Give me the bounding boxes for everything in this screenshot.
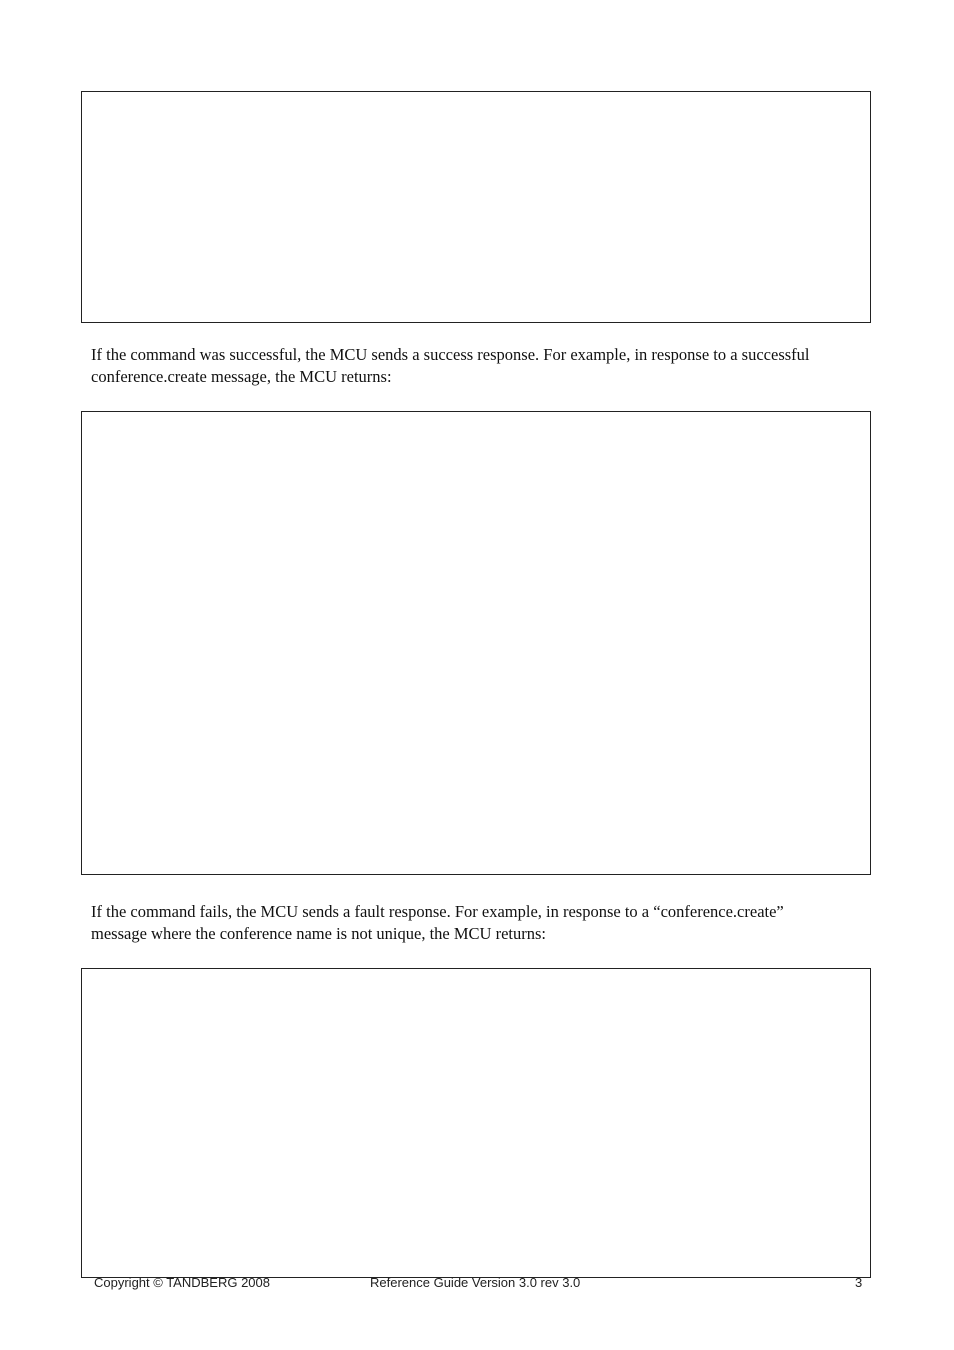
request-example-box bbox=[81, 91, 871, 323]
footer-page-number: 3 bbox=[855, 1275, 863, 1290]
success-response-example-box bbox=[81, 411, 871, 875]
paragraph-line: conference.create message, the MCU returns: bbox=[91, 367, 392, 386]
paragraph-line: If the command fails, the MCU sends a fault response. For example, in response to a “conference.create” bbox=[91, 902, 784, 921]
footer-version: Reference Guide Version 3.0 rev 3.0 bbox=[370, 1275, 581, 1290]
fault-response-example-box bbox=[81, 968, 871, 1278]
success-response-paragraph bbox=[91, 344, 871, 388]
footer-copyright: Copyright © TANDBERG 2008 bbox=[94, 1275, 271, 1290]
paragraph-line: If the command was successful, the MCU sends a success response. For example, in response to a successful bbox=[91, 345, 810, 364]
paragraph-line: message where the conference name is not unique, the MCU returns: bbox=[91, 924, 546, 943]
fault-response-paragraph bbox=[91, 901, 871, 945]
